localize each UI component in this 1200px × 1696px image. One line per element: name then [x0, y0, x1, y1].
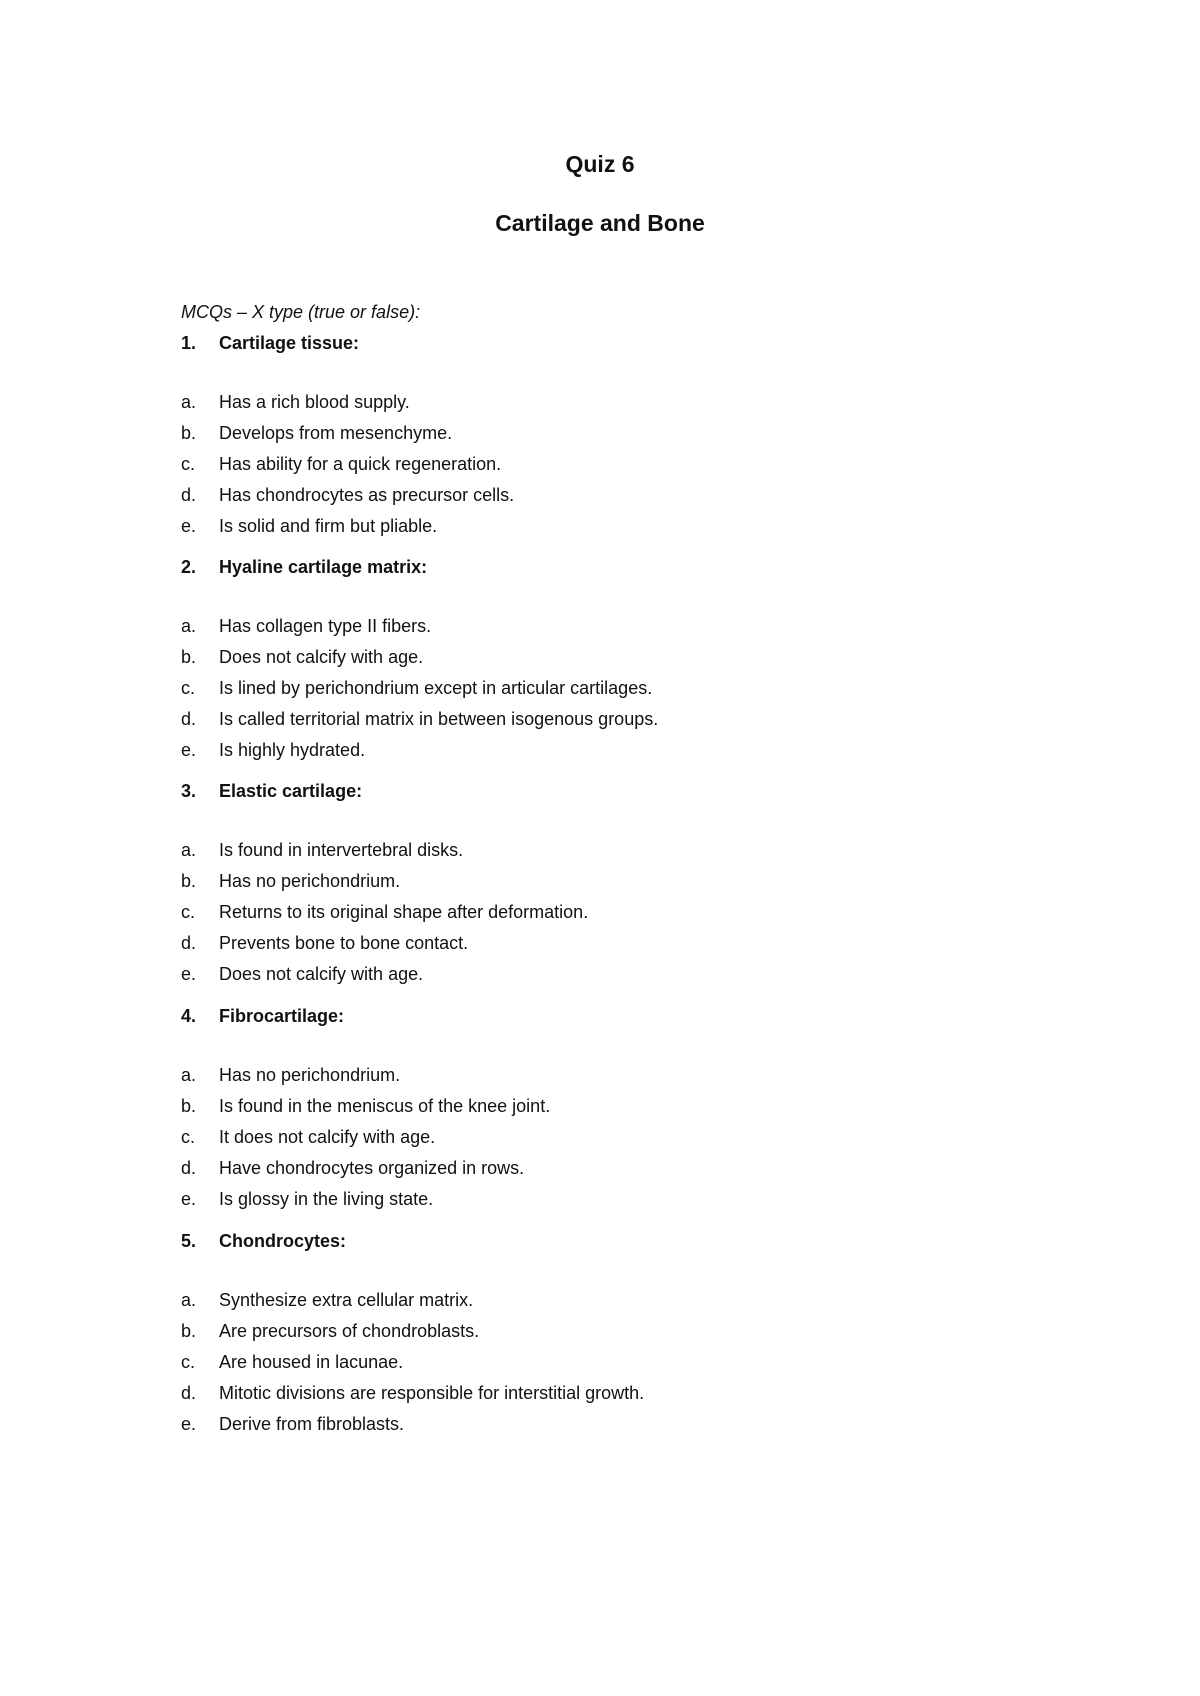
option-letter: c. — [181, 454, 196, 474]
option-c — [181, 452, 1081, 483]
option-text: Is highly hydrated. — [219, 740, 366, 760]
option-letter: a. — [181, 1290, 197, 1310]
option-b — [181, 1094, 1081, 1125]
option-d — [181, 931, 1081, 962]
option-letter: d. — [181, 709, 197, 729]
option-c — [181, 900, 1081, 931]
question-4 — [181, 1004, 1081, 1218]
option-letter: e. — [181, 516, 197, 536]
question-heading — [181, 555, 1081, 579]
option-letter: c. — [181, 902, 196, 922]
option-letter: e. — [181, 1414, 197, 1434]
option-text: It does not calcify with age. — [219, 1127, 436, 1147]
question-1 — [181, 331, 1081, 545]
option-d — [181, 707, 1081, 738]
option-text: Is found in the meniscus of the knee joint. — [219, 1096, 551, 1116]
option-b — [181, 1319, 1081, 1350]
quiz-subtitle: Cartilage and Bone — [495, 210, 705, 236]
option-text: Synthesize extra cellular matrix. — [219, 1290, 474, 1310]
option-c — [181, 1125, 1081, 1156]
instructions: MCQs – X type (true or false): — [181, 302, 421, 322]
option-c — [181, 676, 1081, 707]
question-text: Cartilage tissue: — [219, 333, 360, 353]
option-letter: a. — [181, 840, 197, 860]
question-heading — [181, 1004, 1081, 1028]
question-number: 3. — [181, 781, 197, 801]
option-text: Is called territorial matrix in between isogenous groups. — [219, 709, 659, 729]
question-text: Hyaline cartilage matrix: — [219, 557, 428, 577]
option-a — [181, 1063, 1081, 1094]
option-e — [181, 1187, 1081, 1218]
option-text: Has collagen type II fibers. — [219, 616, 432, 636]
option-letter: d. — [181, 1383, 197, 1403]
option-letter: e. — [181, 964, 197, 984]
option-e — [181, 514, 1081, 545]
question-text: Elastic cartilage: — [219, 781, 363, 801]
option-e — [181, 1412, 1081, 1443]
question-number: 4. — [181, 1006, 197, 1026]
option-text: Is found in intervertebral disks. — [219, 840, 464, 860]
option-letter: a. — [181, 392, 197, 412]
option-letter: c. — [181, 678, 196, 698]
option-letter: a. — [181, 1065, 197, 1085]
option-list — [181, 390, 1081, 545]
question-text: Chondrocytes: — [219, 1231, 347, 1251]
option-letter: b. — [181, 1096, 197, 1116]
option-text: Mitotic divisions are responsible for interstitial growth. — [219, 1383, 645, 1403]
option-letter: e. — [181, 1189, 197, 1209]
option-d — [181, 1381, 1081, 1412]
option-text: Is solid and firm but pliable. — [219, 516, 438, 536]
option-letter: d. — [181, 1158, 197, 1178]
option-text: Does not calcify with age. — [219, 964, 424, 984]
option-list — [181, 838, 1081, 993]
option-text: Has ability for a quick regeneration. — [219, 454, 502, 474]
option-d — [181, 483, 1081, 514]
option-letter: a. — [181, 616, 197, 636]
question-number: 2. — [181, 557, 197, 577]
option-list — [181, 1063, 1081, 1218]
option-a — [181, 390, 1081, 421]
option-b — [181, 645, 1081, 676]
option-list — [181, 1288, 1081, 1443]
option-text: Has no perichondrium. — [219, 1065, 401, 1085]
option-a — [181, 1288, 1081, 1319]
option-letter: b. — [181, 423, 197, 443]
question-3 — [181, 779, 1081, 993]
option-text: Develops from mesenchyme. — [219, 423, 453, 443]
question-text: Fibrocartilage: — [219, 1006, 345, 1026]
option-text: Is glossy in the living state. — [219, 1189, 434, 1209]
question-heading — [181, 779, 1081, 803]
option-letter: b. — [181, 1321, 197, 1341]
option-b — [181, 869, 1081, 900]
option-a — [181, 838, 1081, 869]
question-2 — [181, 555, 1081, 769]
option-c — [181, 1350, 1081, 1381]
option-e — [181, 962, 1081, 993]
question-5 — [181, 1229, 1081, 1443]
option-text: Does not calcify with age. — [219, 647, 424, 667]
option-letter: e. — [181, 740, 197, 760]
option-text: Are precursors of chondroblasts. — [219, 1321, 480, 1341]
option-text: Are housed in lacunae. — [219, 1352, 404, 1372]
option-e — [181, 738, 1081, 769]
option-text: Prevents bone to bone contact. — [219, 933, 469, 953]
question-heading — [181, 331, 1081, 355]
option-text: Derive from fibroblasts. — [219, 1414, 405, 1434]
option-text: Has no perichondrium. — [219, 871, 401, 891]
option-letter: b. — [181, 647, 197, 667]
option-letter: c. — [181, 1352, 196, 1372]
question-heading — [181, 1229, 1081, 1253]
option-letter: c. — [181, 1127, 196, 1147]
question-number: 1. — [181, 333, 197, 353]
quiz-title: Quiz 6 — [565, 151, 635, 177]
option-letter: d. — [181, 933, 197, 953]
option-letter: b. — [181, 871, 197, 891]
option-text: Returns to its original shape after deformation. — [219, 902, 589, 922]
option-a — [181, 614, 1081, 645]
option-b — [181, 421, 1081, 452]
option-text: Have chondrocytes organized in rows. — [219, 1158, 525, 1178]
option-list — [181, 614, 1081, 769]
option-text: Is lined by perichondrium except in articular cartilages. — [219, 678, 653, 698]
question-number: 5. — [181, 1231, 197, 1251]
option-text: Has chondrocytes as precursor cells. — [219, 485, 515, 505]
option-text: Has a rich blood supply. — [219, 392, 410, 412]
option-letter: d. — [181, 485, 197, 505]
option-d — [181, 1156, 1081, 1187]
